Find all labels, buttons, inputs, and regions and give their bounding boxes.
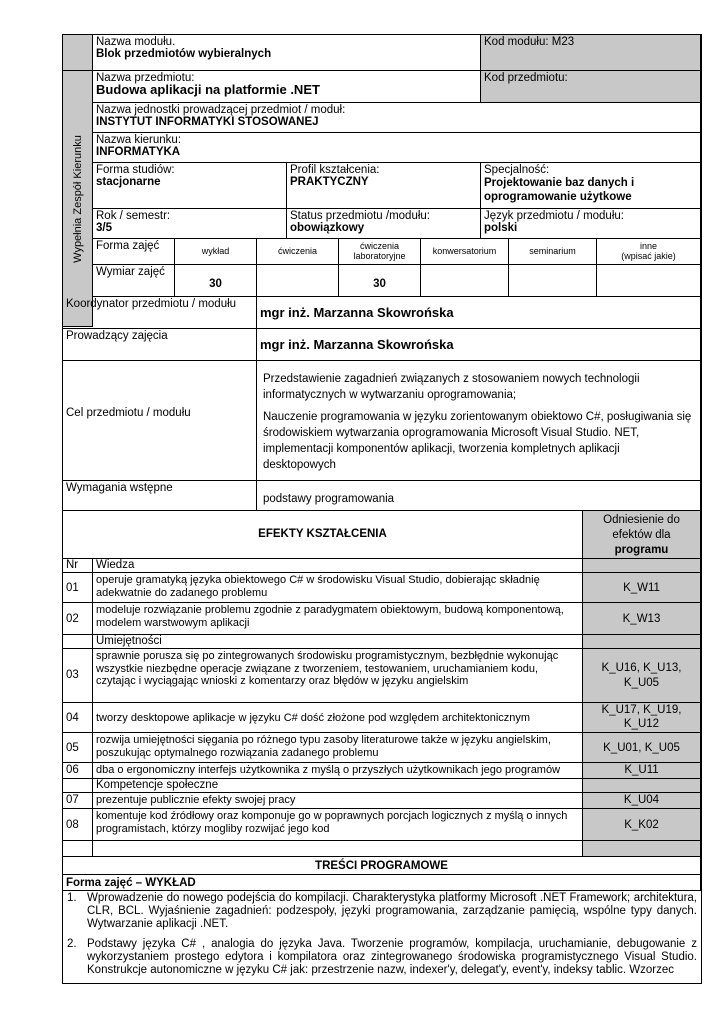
class-form-other: inne (wpisać jakie) bbox=[597, 239, 701, 265]
effect-text-08: komentuje kod źródłowy oraz komponuje go w poprawnych porcjach logicznych z myślą o innych programistach, którzy mogliby rozwijać jego kod bbox=[93, 809, 583, 841]
effect-nr-03: 03 bbox=[63, 649, 93, 703]
effect-ref-01: K_W11 bbox=[583, 573, 701, 603]
year-label: Rok / semestr: bbox=[96, 210, 171, 222]
module-name: Blok przedmiotów wybieralnych bbox=[96, 48, 272, 60]
content-item-2-number: 2. bbox=[67, 938, 77, 950]
module-code-label: Kod modułu: M23 bbox=[484, 36, 575, 48]
status: obowiązkowy bbox=[290, 222, 365, 234]
class-form-seminar: seminarium bbox=[509, 239, 597, 265]
effect-ref-06: K_U11 bbox=[583, 763, 701, 779]
hours-other bbox=[597, 265, 701, 297]
effect-text-07: prezentuje publicznie efekty swojej pracy bbox=[93, 793, 583, 809]
hours-lab: 30 bbox=[339, 265, 421, 297]
effect-ref-04: K_U17, K_U19, K_U12 bbox=[583, 703, 701, 733]
study-form-label: Forma studiów: bbox=[96, 164, 175, 176]
syllabus-table bbox=[62, 34, 702, 984]
hours-lecture: 30 bbox=[175, 265, 257, 297]
goal-label: Cel przedmiotu / modułu bbox=[63, 361, 257, 481]
profile-cell bbox=[287, 163, 481, 209]
field: INFORMATYKA bbox=[96, 146, 181, 158]
hours-label: Wymiar zajęć bbox=[96, 266, 165, 278]
hours-exercises bbox=[257, 265, 339, 297]
coordinator: mgr inż. Marzanna Skowrońska bbox=[257, 297, 701, 329]
profile: PRAKTYCZNY bbox=[290, 176, 369, 188]
year-cell bbox=[93, 209, 287, 239]
effect-nr-07: 07 bbox=[63, 793, 93, 809]
effect-nr-06: 06 bbox=[63, 763, 93, 779]
goal-cell bbox=[257, 361, 701, 481]
empty-row-nr bbox=[63, 841, 93, 857]
hours-conversation bbox=[421, 265, 509, 297]
effect-text-04: tworzy desktopowe aplikacje w języku C# dość złożone pod względem architektonicznym bbox=[93, 703, 583, 733]
knowledge-header: Wiedza bbox=[93, 559, 583, 573]
unit-cell bbox=[93, 103, 701, 133]
status-cell bbox=[287, 209, 481, 239]
class-form-label-cell bbox=[93, 239, 175, 265]
effect-nr-05: 05 bbox=[63, 733, 93, 763]
empty-row-ref bbox=[583, 841, 701, 857]
language-label: Język przedmiotu / modułu: bbox=[484, 210, 624, 222]
effect-ref-07: K_U04 bbox=[583, 793, 701, 809]
module-name-label: Nazwa modułu. bbox=[96, 36, 176, 48]
goal-paragraph-1: Przedstawienie zagadnień związanych z stosowaniem nowych technologii informatycznych w wytwarzaniu oprogramowania; bbox=[263, 373, 640, 401]
subject-name-cell bbox=[93, 71, 481, 103]
effect-text-05: rozwija umiejętności sięgania po różnego typu zasoby literaturowe także w języku angielskim, poszukując optymalnego rozwiązania zadanego problemu bbox=[93, 733, 583, 763]
field-label: Nazwa kierunku: bbox=[96, 134, 182, 146]
effect-ref-02: K_W13 bbox=[583, 603, 701, 635]
hours-label-cell bbox=[93, 265, 175, 297]
nr-header: Nr bbox=[63, 559, 93, 573]
class-form-label: Forma zajęć bbox=[96, 240, 160, 252]
effects-ref-header bbox=[583, 511, 701, 559]
effects-title: EFEKTY KSZTAŁCENIA bbox=[63, 511, 583, 559]
blank-nr-cell bbox=[63, 635, 93, 649]
empty-row-text bbox=[93, 841, 583, 857]
subject-code-label: Kod przedmiotu: bbox=[484, 72, 568, 84]
vertical-label: Wypełnia Zespół Kierunku bbox=[71, 134, 84, 263]
grey-cell bbox=[583, 779, 701, 793]
language: polski bbox=[484, 222, 518, 234]
effect-nr-08: 08 bbox=[63, 809, 93, 841]
vertical-label-cell bbox=[63, 71, 93, 327]
requirements-label: Wymagania wstępne bbox=[63, 481, 257, 511]
effect-nr-04: 04 bbox=[63, 703, 93, 733]
content-item-1-text: Wprowadzenie do nowego podejścia do kompilacji. Charakterystyka platformy Microsoft .NET Framework; architektura, CLR, BCL. Wyjaśnienie zagadnień: podzespoły, języki programowania, zarządzanie pamięcią, wspólne typy danych. Wytwarzanie aplikacji .NET. bbox=[87, 892, 697, 930]
grey-cell bbox=[583, 635, 701, 649]
lecturer: mgr inż. Marzanna Skowrońska bbox=[257, 329, 701, 361]
effect-ref-08: K_K02 bbox=[583, 809, 701, 841]
module-code-cell bbox=[481, 35, 701, 71]
specialty-label: Specjalność: bbox=[484, 164, 550, 176]
content-item-1 bbox=[67, 892, 697, 931]
goal-paragraph-2: Nauczenie programowania w języku zorientowanym obiektowo C#, posługiwania się środowiskiem wytwarzania oprogramowania Microsoft Visual Studio. NET, implementacji komponentów aplikacji, tworzenia kompletnych aplikacji desktopowych bbox=[263, 411, 692, 471]
status-label: Status przedmiotu /modułu: bbox=[290, 210, 430, 222]
coordinator-label: Koordynator przedmiotu / modułu bbox=[63, 297, 257, 329]
class-form-lecture: wykład bbox=[175, 239, 257, 265]
effects-ref-header-1: Odniesienie do efektów dla bbox=[603, 514, 680, 541]
class-form-conversation: konwersatorium bbox=[421, 239, 509, 265]
class-form-exercises: ćwiczenia bbox=[257, 239, 339, 265]
lecturer-label: Prowadzący zajęcia bbox=[63, 329, 257, 361]
specialty: Projektowanie baz danych i oprogramowanie użytkowe bbox=[484, 177, 635, 203]
unit-label: Nazwa jednostki prowadzącej przedmiot / moduł: bbox=[96, 104, 346, 116]
effect-ref-05: K_U01, K_U05 bbox=[583, 733, 701, 763]
skills-header: Umiejętności bbox=[93, 635, 583, 649]
content-item-1-number: 1. bbox=[67, 892, 77, 904]
subject-name: Budowa aplikacji na platformie .NET bbox=[96, 82, 320, 97]
year: 3/5 bbox=[96, 222, 112, 234]
blank-nr-cell bbox=[63, 779, 93, 793]
study-form: stacjonarne bbox=[96, 176, 161, 188]
content-title: TREŚCI PROGRAMOWE bbox=[63, 857, 701, 875]
subject-code-cell bbox=[481, 71, 701, 103]
class-form-lab: ćwiczenia laboratoryjne bbox=[339, 239, 421, 265]
grey-cell bbox=[583, 559, 701, 573]
effect-text-01: operuje gramatyką języka obiektowego C# w środowisku Visual Studio, dobierając składnię adekwatnie do zadanego problemu bbox=[93, 573, 583, 603]
content-item-2-text: Podstawy języka C# , analogia do języka Java. Tworzenie programów, kompilacja, uruchamianie, debugowanie z wykorzystaniem prostego edytora i kompilatora oraz zintegrowanego środowiska programistycznego Visual Studio. Konstrukcje autonomiczne w języku C# jak: przestrzenie nazw, indexer'y, delegat'y, event'y, indeksy tablic. Wzorzec bbox=[87, 938, 697, 976]
effect-ref-03: K_U16, K_U13, K_U05 bbox=[583, 649, 701, 703]
effect-text-02: modeluje rozwiązanie problemu zgodnie z paradygmatem obiektowym, budową komponentową, modelem warstwowym aplikacji bbox=[93, 603, 583, 635]
language-cell bbox=[481, 209, 701, 239]
specialty-cell bbox=[481, 163, 701, 209]
requirements: podstawy programowania bbox=[257, 481, 701, 511]
effect-text-06: dba o ergonomiczny interfejs użytkownika z myślą o przyszłych użytkownikach jego programów bbox=[93, 763, 583, 779]
grey-corner-cell bbox=[63, 35, 93, 71]
content-form-label: Forma zajęć – WYKŁAD bbox=[63, 875, 701, 891]
social-header: Kompetencje społeczne bbox=[93, 779, 583, 793]
module-name-cell bbox=[93, 35, 481, 71]
content-item-2 bbox=[67, 938, 697, 977]
field-cell bbox=[93, 133, 701, 163]
effect-text-03: sprawnie porusza się po zintegrowanych środowisku programistycznym, bezbłędnie wykonując wszystkie niezbędne operacje związane z tworzeniem, testowaniem, uruchamianiem kodu, czytając i wyciągając wnioski z komentarzy oraz błędów w języku angielskim bbox=[93, 649, 583, 703]
subject-name-label: Nazwa przedmiotu: bbox=[96, 72, 195, 84]
effects-ref-header-2: programu bbox=[614, 544, 669, 556]
effect-nr-01: 01 bbox=[63, 573, 93, 603]
hours-seminar bbox=[509, 265, 597, 297]
profile-label: Profil kształcenia: bbox=[290, 164, 380, 176]
study-form-cell bbox=[93, 163, 287, 209]
unit: INSTYTUT INFORMATYKI STOSOWANEJ bbox=[96, 116, 319, 128]
effect-nr-02: 02 bbox=[63, 603, 93, 635]
